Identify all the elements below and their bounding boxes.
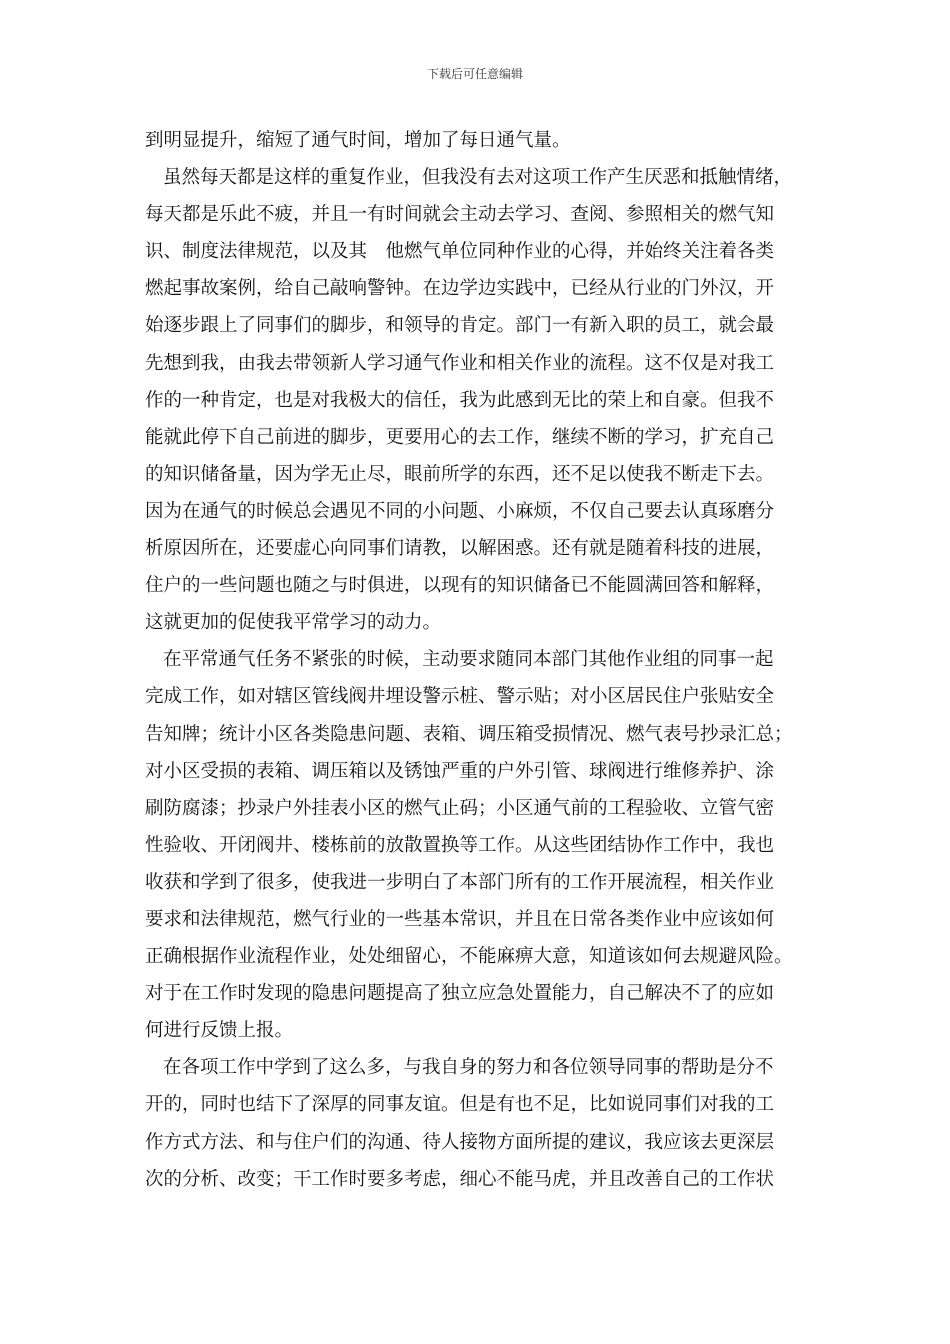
text-line: 收获和学到了很多，使我进一步明白了本部门所有的工作开展流程，相关作业 [145, 871, 775, 893]
text-line: 何进行反馈上报。 [145, 1020, 294, 1042]
text-line: 性验收、开闭阀井、楼栋前的放散置换等工作。从这些团结协作工作中，我也 [145, 834, 775, 856]
text-line: 在平常通气任务不紧张的时候，主动要求随同本部门其他作业组的同事一起 [163, 649, 774, 671]
text-line: 先想到我，由我去带领新人学习通气作业和相关作业的流程。这不仅是对我工 [145, 352, 775, 374]
text-line: 到明显提升，缩短了通气时间，增加了每日通气量。 [145, 130, 571, 151]
text-line: 每天都是乐此不疲，并且一有时间就会主动去学习、查阅、参照相关的燃气知 [145, 204, 775, 226]
text-line: 住户的一些问题也随之与时俱进，以现有的知识储备已不能圆满回答和解释， [145, 575, 775, 597]
text-line: 因为在通气的时候总会遇见不同的小问题、小麻烦，不仅自己要去认真琢磨分 [145, 500, 775, 522]
page-header: 下载后可任意编辑 [426, 67, 523, 81]
text-line: 作的一种肯定，也是对我极大的信任，我为此感到无比的荣上和自豪。但我不 [145, 389, 775, 411]
text-line: 次的分析、改变；干工作时要多考虑，细心不能马虎，并且改善自己的工作状 [145, 1168, 775, 1190]
text-line: 正确根据作业流程作业，处处细留心，不能麻痹大意，知道该如何去规避风险。 [145, 946, 793, 968]
text-line: 刷防腐漆；抄录户外挂表小区的燃气止码；小区通气前的工程验收、立管气密 [145, 797, 775, 819]
text-line: 要求和法律规范，燃气行业的一些基本常识，并且在日常各类作业中应该如何 [145, 908, 775, 930]
text-line: 这就更加的促使我平常学习的动力。 [145, 612, 442, 634]
text-line: 能就此停下自己前进的脚步，更要用心的去工作，继续不断的学习，扩充自己 [145, 426, 775, 448]
text-line: 开的，同时也结下了深厚的同事友谊。但是有也不足，比如说同事们对我的工 [145, 1094, 775, 1116]
text-line: 识、制度法律规范，以及其 他燃气单位同种作业的心得，并始终关注着各类 [145, 241, 775, 263]
text-line: 始逐步跟上了同事们的脚步，和领导的肯定。部门一有新入职的员工，就会最 [145, 315, 775, 337]
text-line: 完成工作，如对辖区管线阀井埋设警示桩、警示贴；对小区居民住户张贴安全 [145, 686, 775, 708]
text-line: 虽然每天都是这样的重复作业，但我没有去对这项工作产生厌恶和抵触情绪， [163, 167, 793, 189]
text-line: 对小区受损的表箱、调压箱以及锈蚀严重的户外引管、球阀进行维修养护、涂 [145, 760, 775, 782]
text-line: 在各项工作中学到了这么多，与我自身的努力和各位领导同事的帮助是分不 [163, 1057, 774, 1079]
text-line: 析原因所在，还要虚心向同事们请教，以解困惑。还有就是随着科技的进展， [145, 538, 775, 560]
text-line: 对于在工作时发现的隐患问题提高了独立应急处置能力，自己解决不了的应如 [145, 983, 775, 1005]
text-line: 燃起事故案例，给自己敲响警钟。在边学边实践中，已经从行业的门外汉，开 [145, 278, 775, 300]
text-line: 的知识储备量，因为学无止尽，眼前所学的东西，还不足以使我不断走下去。 [145, 463, 775, 485]
text-line: 告知牌；统计小区各类隐患问题、表箱、调压箱受损情况、燃气表号抄录汇总； [145, 723, 793, 745]
document-body [145, 122, 817, 1198]
text-line: 作方式方法、和与住户们的沟通、待人接物方面所提的建议，我应该去更深层 [145, 1131, 775, 1153]
